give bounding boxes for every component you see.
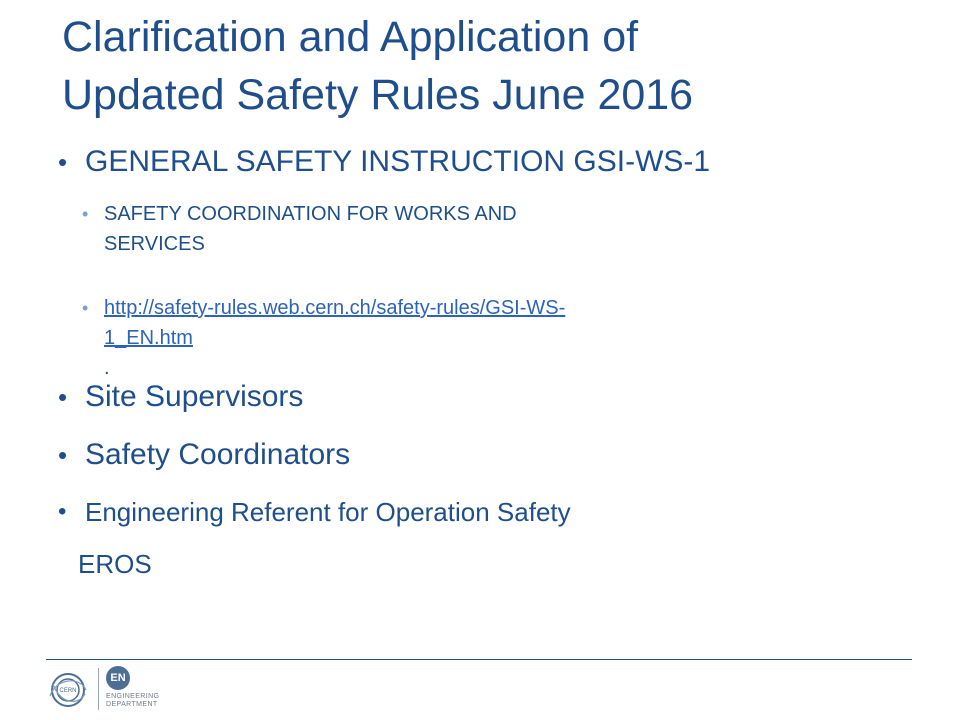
department-line-2: DEPARTMENT <box>106 701 158 708</box>
department-name <box>106 693 182 709</box>
bullet-dot-icon: • <box>58 382 68 412</box>
link-line-2-wrapper <box>104 323 565 383</box>
sub-bullet-line-2: SERVICES <box>104 233 205 255</box>
sub-bullet-text <box>104 199 517 259</box>
eros-text: EROS <box>78 549 152 579</box>
link-text-block <box>104 293 565 383</box>
bullet-dot-icon: • <box>58 498 67 525</box>
bullet-text: Engineering Referent for Operation Safety <box>85 497 571 527</box>
bullet-dot-icon: • <box>82 204 89 224</box>
bullet-dot-icon: • <box>82 298 89 318</box>
bullet-text: Safety Coordinators <box>85 438 351 471</box>
safety-rules-link-part-2[interactable]: 1_EN.htm <box>104 327 193 349</box>
footer-logos <box>46 664 186 716</box>
bullet-dot-icon: • <box>58 147 68 177</box>
bullet-text: GENERAL SAFETY INSTRUCTION GSI-WS-1 <box>85 145 711 178</box>
link-line-1-wrapper <box>104 293 565 323</box>
logo-divider <box>98 668 99 710</box>
footer-rule <box>46 659 912 660</box>
cern-logo-icon <box>46 668 90 712</box>
safety-rules-link-part-1[interactable]: http://safety-rules.web.cern.ch/safety-rules/GSI-WS- <box>104 297 566 319</box>
title-line-2: Updated Safety Rules June 2016 <box>62 71 694 119</box>
en-logo-icon: EN <box>106 666 130 690</box>
sub-bullet-line-1: SAFETY COORDINATION FOR WORKS AND <box>104 203 517 225</box>
cern-logo-label: CERN <box>59 688 77 694</box>
department-line-1: ENGINEERING <box>106 693 160 700</box>
bullet-text: Site Supervisors <box>85 380 304 413</box>
slide-title <box>62 8 922 124</box>
link-period: . <box>104 357 110 379</box>
bullet-dot-icon: • <box>58 440 68 470</box>
title-line-1: Clarification and Application of <box>62 13 639 61</box>
